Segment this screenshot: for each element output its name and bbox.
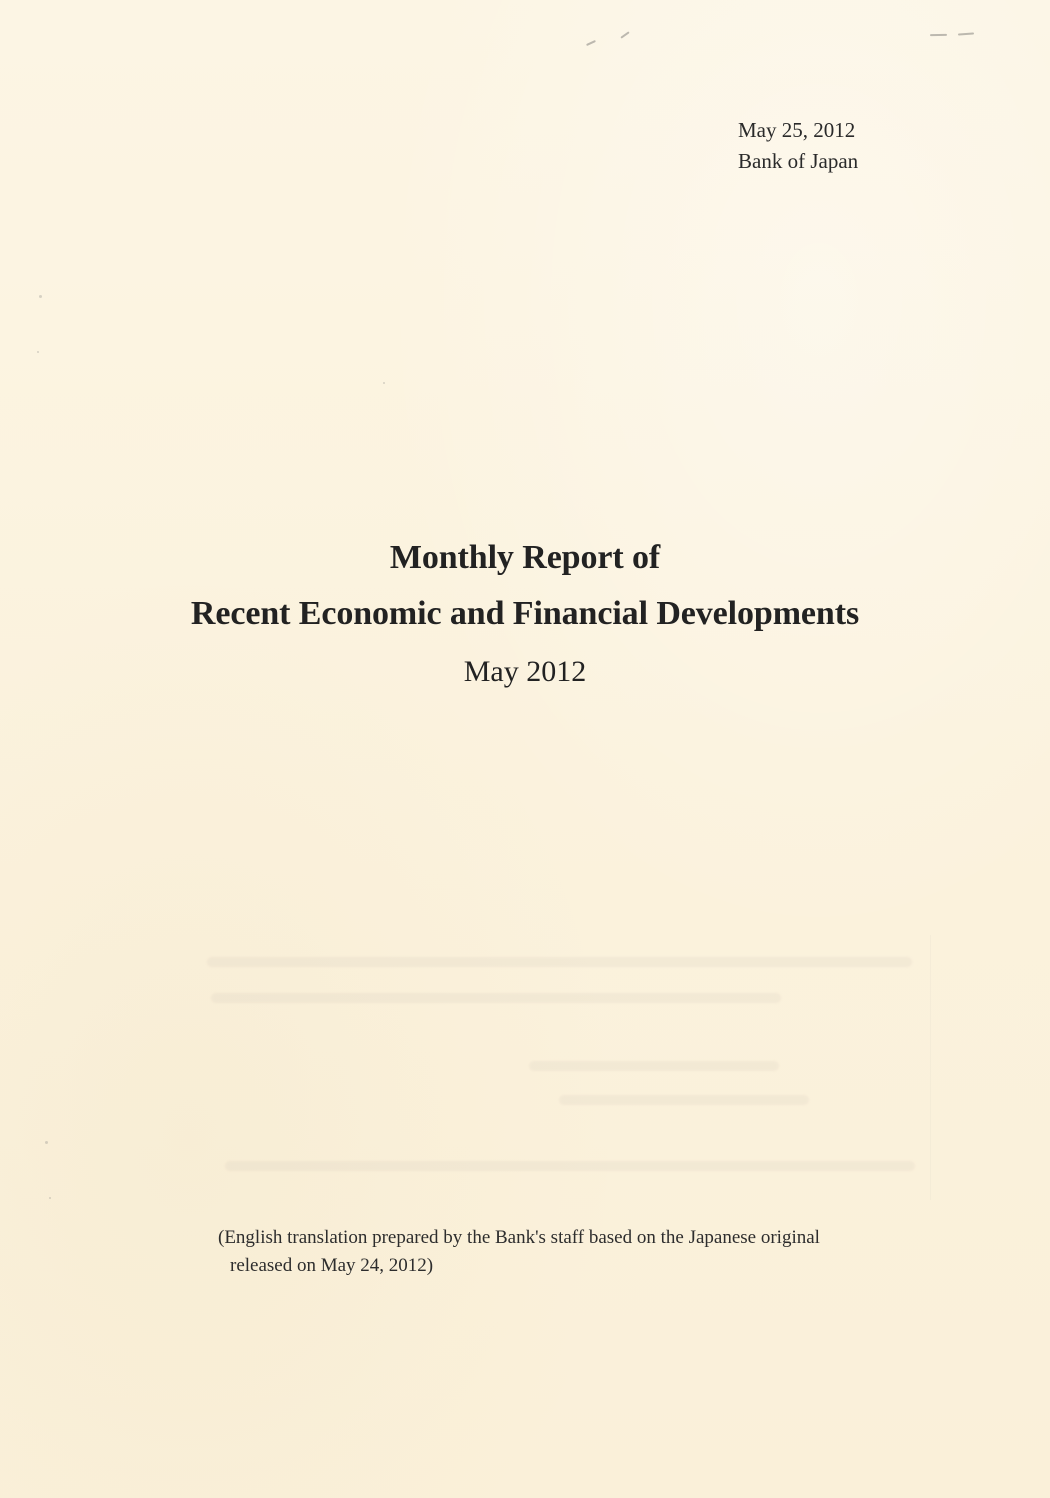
paper-speck xyxy=(37,351,39,353)
document-header xyxy=(738,115,958,177)
paper-speck xyxy=(49,1197,51,1199)
report-date: May 25, 2012 xyxy=(738,118,856,142)
paper-speck xyxy=(45,1141,48,1144)
paper-mark xyxy=(620,31,629,38)
translation-note xyxy=(218,1224,918,1280)
paper-mark xyxy=(958,32,974,35)
report-title-line-2: Recent Economic and Financial Developments xyxy=(190,595,860,632)
paper-speck xyxy=(39,295,42,298)
bleed-through-line xyxy=(225,1161,915,1171)
report-title-line-1: Monthly Report of xyxy=(389,539,661,576)
translation-note-line-2: released on May 24, 2012) xyxy=(230,1255,434,1276)
bleed-through-line xyxy=(529,1061,779,1071)
paper-mark xyxy=(586,40,596,46)
report-period: May 2012 xyxy=(463,655,587,688)
paper-speck xyxy=(383,382,385,384)
bleed-through-area xyxy=(195,935,931,1200)
issuer-name: Bank of Japan xyxy=(738,149,859,173)
report-title-block xyxy=(80,530,970,696)
bleed-through-line xyxy=(559,1095,809,1105)
bleed-through-line xyxy=(211,993,781,1003)
bleed-through-line xyxy=(207,957,912,967)
translation-note-line-1: (English translation prepared by the Bank's staff based on the Japanese original xyxy=(218,1227,820,1248)
paper-mark xyxy=(930,34,947,36)
